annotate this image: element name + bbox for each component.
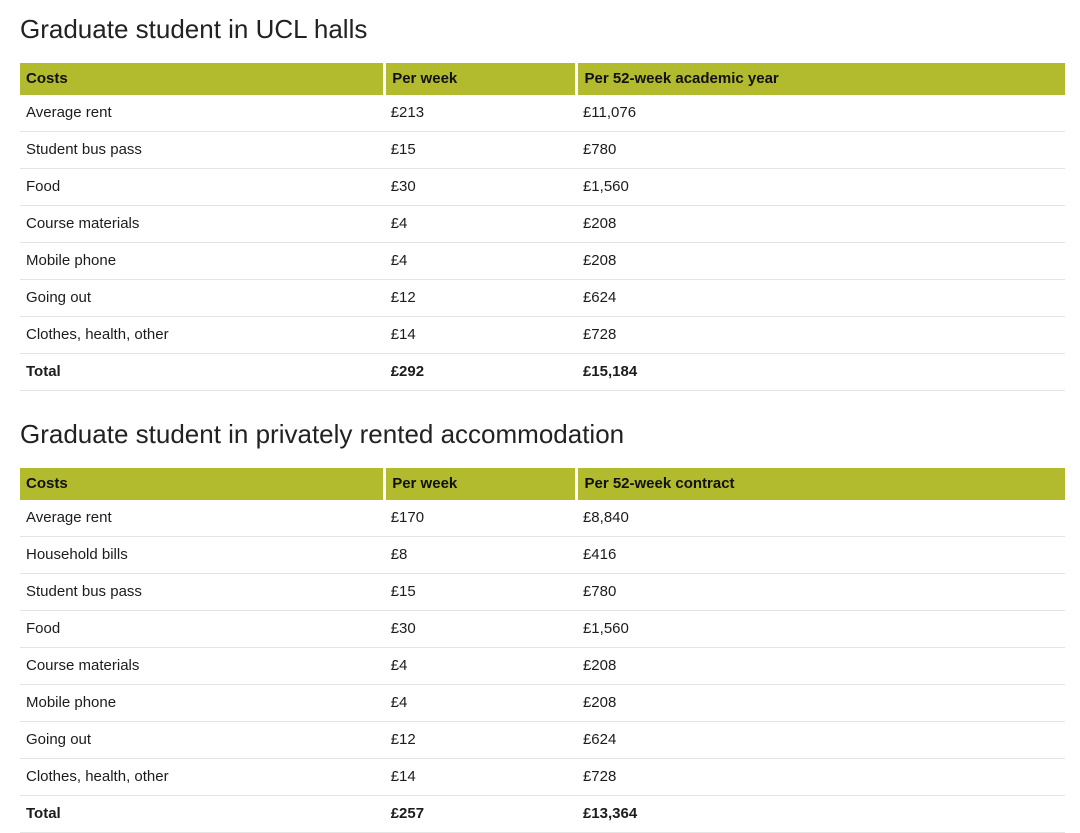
per-year-cell: £15,184: [577, 354, 1065, 391]
per-year-cell: £1,560: [577, 611, 1065, 648]
per-year-cell: £624: [577, 722, 1065, 759]
column-header-per-year: Per 52-week academic year: [577, 63, 1065, 95]
per-year-cell: £728: [577, 759, 1065, 796]
cost-label-cell: Clothes, health, other: [20, 317, 385, 354]
table-row: [20, 206, 1065, 243]
table-row: [20, 169, 1065, 206]
per-week-cell: £12: [385, 280, 577, 317]
cost-label-cell: Total: [20, 354, 385, 391]
per-year-cell: £416: [577, 537, 1065, 574]
cost-label-cell: Food: [20, 611, 385, 648]
costs-table-ucl-halls: [20, 63, 1065, 391]
per-week-cell: £4: [385, 243, 577, 280]
table-row: [20, 611, 1065, 648]
per-year-cell: £780: [577, 132, 1065, 169]
per-week-cell: £4: [385, 206, 577, 243]
column-header-costs: Costs: [20, 63, 385, 95]
cost-label-cell: Going out: [20, 280, 385, 317]
cost-label-cell: Average rent: [20, 95, 385, 132]
per-year-cell: £1,560: [577, 169, 1065, 206]
per-week-cell: £257: [385, 796, 577, 833]
per-year-cell: £208: [577, 206, 1065, 243]
per-year-cell: £208: [577, 685, 1065, 722]
section-ucl-halls: [20, 13, 1065, 391]
table-row: [20, 685, 1065, 722]
table-row: [20, 280, 1065, 317]
cost-label-cell: Student bus pass: [20, 574, 385, 611]
table-row: [20, 95, 1065, 132]
per-year-cell: £13,364: [577, 796, 1065, 833]
per-week-cell: £4: [385, 648, 577, 685]
cost-label-cell: Average rent: [20, 500, 385, 537]
section-private-rented: [20, 418, 1065, 833]
per-week-cell: £15: [385, 132, 577, 169]
column-header-per-week: Per week: [385, 468, 577, 500]
cost-label-cell: Course materials: [20, 648, 385, 685]
total-row: [20, 796, 1065, 833]
per-week-cell: £14: [385, 317, 577, 354]
per-year-cell: £780: [577, 574, 1065, 611]
table-row: [20, 500, 1065, 537]
cost-label-cell: Going out: [20, 722, 385, 759]
cost-label-cell: Student bus pass: [20, 132, 385, 169]
page-title-ucl-halls: Graduate student in UCL halls: [20, 14, 368, 44]
table-row: [20, 722, 1065, 759]
per-week-cell: £12: [385, 722, 577, 759]
table-row: [20, 648, 1065, 685]
per-year-cell: £624: [577, 280, 1065, 317]
total-row: [20, 354, 1065, 391]
table-row: [20, 317, 1065, 354]
per-year-cell: £208: [577, 243, 1065, 280]
table-row: [20, 132, 1065, 169]
costs-table-private-rented: [20, 468, 1065, 833]
cost-label-cell: Mobile phone: [20, 243, 385, 280]
column-header-per-week: Per week: [385, 63, 577, 95]
column-header-costs: Costs: [20, 468, 385, 500]
table-row: [20, 537, 1065, 574]
cost-label-cell: Mobile phone: [20, 685, 385, 722]
per-week-cell: £170: [385, 500, 577, 537]
column-header-per-contract: Per 52-week contract: [577, 468, 1065, 500]
page-title-private-rented: Graduate student in privately rented accommodation: [20, 419, 625, 449]
per-year-cell: £11,076: [577, 95, 1065, 132]
cost-label-cell: Course materials: [20, 206, 385, 243]
cost-label-cell: Food: [20, 169, 385, 206]
per-week-cell: £213: [385, 95, 577, 132]
table-row: [20, 243, 1065, 280]
cost-label-cell: Total: [20, 796, 385, 833]
per-year-cell: £728: [577, 317, 1065, 354]
per-week-cell: £4: [385, 685, 577, 722]
per-year-cell: £208: [577, 648, 1065, 685]
table-header-row: [20, 63, 1065, 95]
table-row: [20, 759, 1065, 796]
per-week-cell: £8: [385, 537, 577, 574]
cost-label-cell: Clothes, health, other: [20, 759, 385, 796]
per-week-cell: £30: [385, 611, 577, 648]
per-week-cell: £15: [385, 574, 577, 611]
table-header-row: [20, 468, 1065, 500]
per-year-cell: £8,840: [577, 500, 1065, 537]
per-week-cell: £14: [385, 759, 577, 796]
per-week-cell: £292: [385, 354, 577, 391]
table-row: [20, 574, 1065, 611]
per-week-cell: £30: [385, 169, 577, 206]
cost-label-cell: Household bills: [20, 537, 385, 574]
